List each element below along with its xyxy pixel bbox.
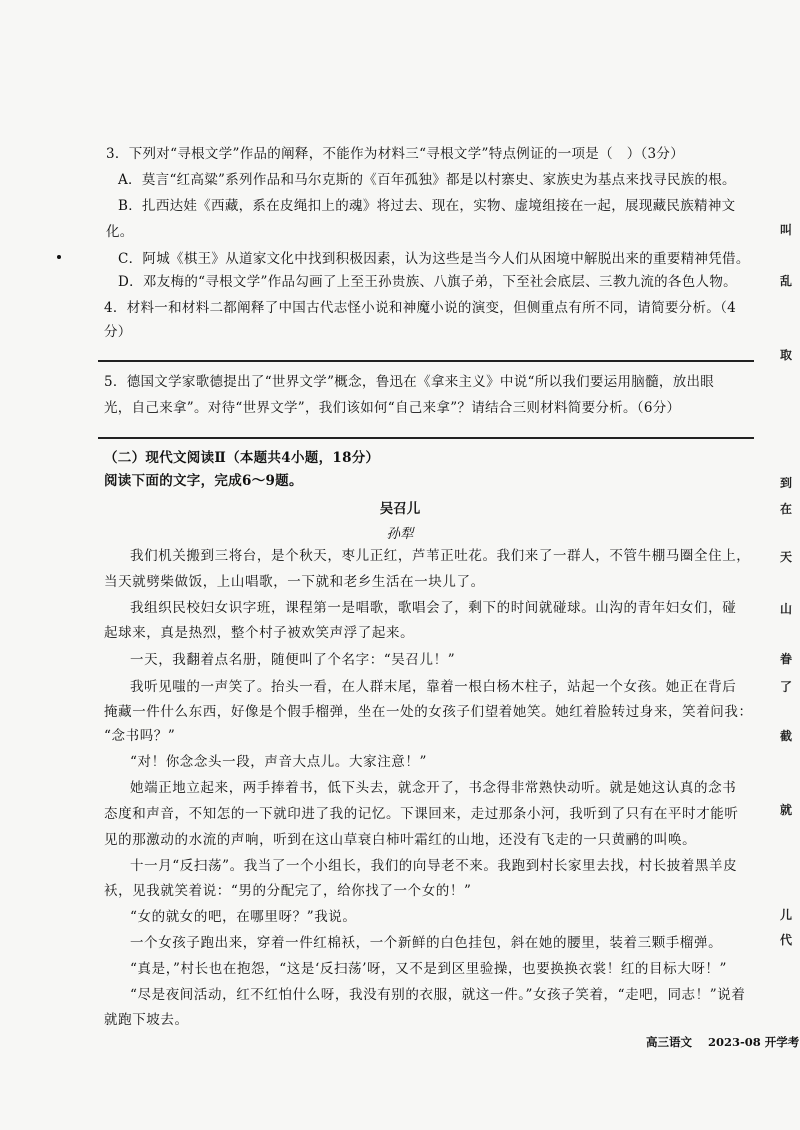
- margin-char: 山: [780, 602, 793, 616]
- margin-char: 截: [780, 729, 793, 743]
- margin-char: 取: [780, 348, 793, 362]
- option-c: C．阿城《棋王》从道家文化中找到积极因素，认为这些是当今人们从困境中解脱出来的重要精神凭借。: [118, 251, 750, 267]
- margin-char: 就: [780, 803, 793, 817]
- punch-dot: [57, 255, 61, 259]
- option-b-line2: 化。: [106, 224, 134, 240]
- section-instruction: 阅读下面的文字，完成6～9题。: [104, 473, 303, 489]
- section-heading: （二）现代文阅读Ⅱ（本题共4小题，18分）: [104, 450, 380, 466]
- article-line: 她端正地立起来，两手捧着书，低下头去，就念开了，书念得非常熟快动听。就是她这认真的念书: [130, 780, 737, 796]
- article-line: 当天就劈柴做饭，上山唱歌，一下就和老乡生活在一块儿了。: [104, 574, 485, 590]
- article-line: “念书吗？”: [104, 728, 176, 744]
- margin-char: 代: [780, 933, 793, 947]
- margin-char: 乱: [780, 274, 793, 288]
- question-4-line1: 4．材料一和材料二都阐释了中国古代志怪小说和神魔小说的演变，但侧重点有所不同，请简要分析。（4: [104, 300, 737, 316]
- article-line: 一个女孩子跑出来，穿着一件红棉袄，一个新鲜的白色挂包，斜在她的腰里，装着三颗手榴弹。: [130, 935, 723, 951]
- article-line: 我听见嗤的一声笑了。抬头一看，在人群末尾，靠着一根白杨木柱子，站起一个女孩。她正在背后: [130, 679, 737, 695]
- article-line: 我们机关搬到三将台，是个秋天，枣儿正红，芦苇正吐花。我们来了一群人，不管牛棚马圈全住上，: [130, 548, 751, 564]
- option-d: D．邓友梅的“寻根文学”作品勾画了上至王孙贵族、八旗子弟，下至社会底层、三教九流的各色人物。: [118, 274, 737, 290]
- article-line: “对！你念念头一段，声音大点儿。大家注意！”: [130, 754, 428, 770]
- margin-char: 天: [780, 550, 793, 564]
- article-line: 掩藏一件什么东西，好像是个假手榴弹，坐在一处的女孩子们望着她笑。她红着脸转过身来，笑着问我：: [104, 704, 753, 720]
- footer-exam: 2023-08 开学考: [708, 1035, 800, 1049]
- article-line: 十一月“反扫荡”。我当了一个小组长，我们的向导老不来。我跑到村长家里去找，村长披着黑羊皮: [130, 858, 738, 874]
- article-line: 袄，见我就笑着说：“男的分配完了，给你找了一个女的！”: [104, 883, 472, 899]
- answer-line-q4: [98, 360, 754, 362]
- article-line: “真是，”村长也在抱怨，“这是‘反扫荡’呀，又不是到区里验操，也要换换衣裳！红的目标大呀！”: [130, 961, 728, 977]
- margin-char: 到: [780, 476, 793, 490]
- article-line: 见的那激动的水流的声响，听到在这山草衰白柿叶霜红的山地，还没有飞走的一只黄鹂的叫唤。: [104, 832, 697, 848]
- article-line: 我组织民校妇女识字班，课程第一是唱歌，歌唱会了，剩下的时间就碰球。山沟的青年妇女们，碰: [130, 600, 737, 616]
- margin-char: 眷: [780, 652, 793, 666]
- margin-char: 了: [780, 680, 793, 694]
- answer-line-q5: [98, 437, 754, 439]
- question-5-line1: 5．德国文学家歌德提出了“世界文学”概念，鲁迅在《拿来主义》中说“所以我们要运用脑髓，放出眼: [104, 374, 715, 390]
- option-b-line1: B．扎西达娃《西藏，系在皮绳扣上的魂》将过去、现在，实物、虚境组接在一起，展现藏民族精神文: [118, 198, 736, 214]
- article-author: 孙犁: [386, 526, 414, 542]
- article-line: 就跑下坡去。: [104, 1012, 189, 1028]
- article-line: 态度和声音，不知怎的一下就印进了我的记忆。下课回来，走过那条小河，我听到了只有在平时才能听: [104, 806, 739, 822]
- question-4-line2: 分）: [104, 324, 132, 340]
- margin-char: 儿: [780, 908, 793, 922]
- footer-subject: 高三语文: [646, 1035, 692, 1049]
- question-3-stem: 3．下列对“寻根文学”作品的阐释，不能作为材料三“寻根文学”特点例证的一项是（ ）（3分）: [106, 146, 685, 162]
- option-a: A．莫言“红高粱”系列作品和马尔克斯的《百年孤独》都是以村寨史、家族史为基点来找寻民族的根。: [118, 172, 736, 188]
- article-line: “尽是夜间活动，红不红怕什么呀，我没有别的衣服，就这一件。”女孩子笑着，“走吧，同志！”说着: [130, 987, 746, 1003]
- margin-char: 在: [780, 502, 793, 516]
- article-title: 吴召儿: [379, 501, 421, 517]
- article-line: 一天，我翻着点名册，随便叫了个名字：“吴召儿！”: [130, 652, 456, 668]
- article-line: “女的就女的吧，在哪里呀？”我说。: [130, 909, 357, 925]
- article-line: 起球来，真是热烈，整个村子被欢笑声浮了起来。: [104, 625, 415, 641]
- question-5-line2: 光，自己来拿”。对待“世界文学”，我们该如何“自己来拿”？请结合三则材料简要分析。（6分）: [104, 400, 681, 416]
- margin-char: 叫: [780, 223, 793, 237]
